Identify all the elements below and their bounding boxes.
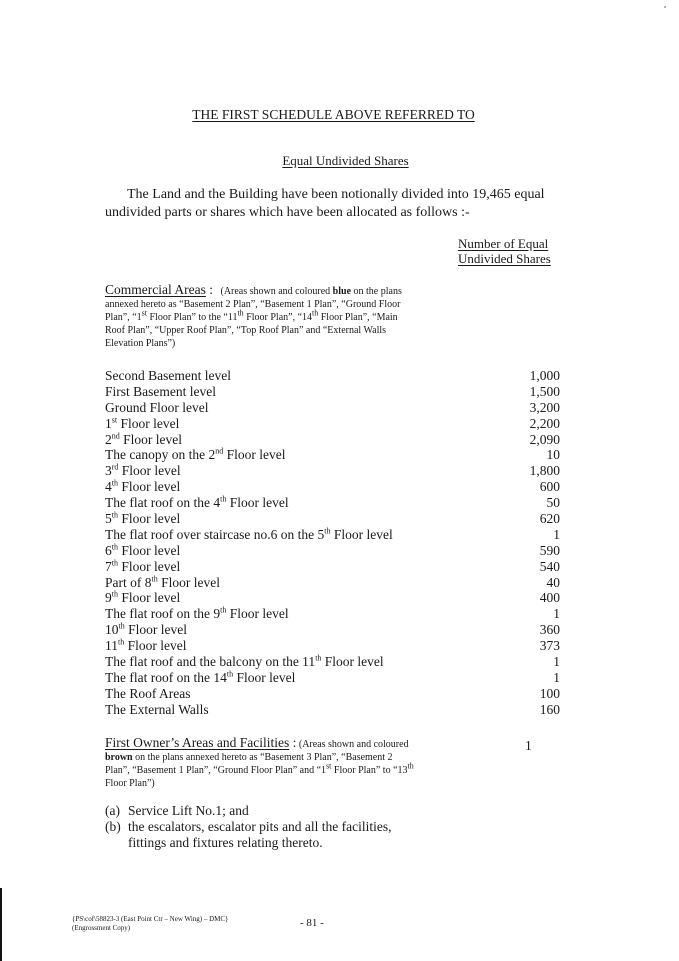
share-row-label: 3rd Floor level bbox=[105, 462, 181, 479]
share-row bbox=[105, 384, 560, 400]
share-row-value: 160 bbox=[539, 701, 560, 717]
list-item-marker: (b) bbox=[105, 819, 121, 834]
share-row-label: 11th Floor level bbox=[105, 637, 187, 654]
share-row bbox=[105, 606, 560, 622]
first-owner-items bbox=[105, 803, 425, 851]
share-row-label: 5th Floor level bbox=[105, 510, 181, 527]
share-row-label: The Roof Areas bbox=[105, 685, 191, 701]
share-row bbox=[105, 543, 560, 559]
share-row bbox=[105, 495, 560, 511]
share-row-value: 1 bbox=[553, 654, 560, 670]
share-row-value: 590 bbox=[539, 542, 560, 558]
scan-margin-mark bbox=[0, 888, 2, 961]
share-row bbox=[105, 702, 560, 718]
share-row-label: The flat roof on the 9th Floor level bbox=[105, 605, 289, 622]
share-row-value: 1 bbox=[553, 526, 560, 542]
footer-line1: {PS\cof\58823-3 (East Point Ctr – New Wing) – DMC} bbox=[72, 915, 229, 923]
first-owner-sep: : bbox=[289, 735, 297, 750]
share-row-label: Second Basement level bbox=[105, 368, 231, 383]
share-row-label: 10th Floor level bbox=[105, 621, 187, 638]
share-row-label: The flat roof on the 4th Floor level bbox=[105, 494, 289, 511]
list-item-text: the escalators, escalator pits and all the facilities, fittings and fixtures relating thereto. bbox=[128, 819, 392, 850]
share-row-value: 1,000 bbox=[529, 368, 560, 383]
share-row bbox=[105, 416, 560, 432]
commercial-areas-heading: Commercial Areas bbox=[105, 282, 206, 297]
share-row-label: Part of 8th Floor level bbox=[105, 574, 220, 590]
share-row-value: 1,800 bbox=[529, 463, 560, 479]
first-owner-section bbox=[105, 736, 415, 790]
page-number: - 81 - bbox=[300, 917, 324, 929]
share-row-value: 600 bbox=[539, 479, 560, 495]
share-row-value: 620 bbox=[539, 511, 560, 527]
schedule-heading: THE FIRST SCHEDULE ABOVE REFERRED TO bbox=[192, 107, 475, 122]
share-row-value: 373 bbox=[539, 638, 560, 654]
commercial-desc-before: (Areas shown and coloured bbox=[220, 286, 333, 297]
share-row bbox=[105, 432, 560, 448]
share-row-value: 40 bbox=[546, 574, 560, 590]
footer-reference bbox=[72, 915, 228, 933]
share-row bbox=[105, 368, 560, 384]
share-row bbox=[105, 559, 560, 575]
share-row bbox=[105, 670, 560, 686]
share-row bbox=[105, 654, 560, 670]
commercial-areas-section bbox=[105, 283, 415, 350]
share-row-value: 10 bbox=[546, 447, 560, 463]
share-row-value: 2,200 bbox=[529, 415, 560, 431]
share-row bbox=[105, 479, 560, 495]
share-row-label: 7th Floor level bbox=[105, 558, 181, 574]
share-row-value: 2,090 bbox=[529, 431, 560, 447]
list-item bbox=[105, 819, 425, 851]
list-item-text: Service Lift No.1; and bbox=[128, 803, 249, 818]
share-row-label: 2nd Floor level bbox=[105, 431, 182, 447]
schedule-subheading: Equal Undivided Shares bbox=[282, 153, 409, 168]
share-row-label: The canopy on the 2nd Floor level bbox=[105, 446, 286, 463]
share-row-label: The flat roof on the 14th Floor level bbox=[105, 669, 296, 685]
share-row-label: 4th Floor level bbox=[105, 478, 181, 495]
footer-line2: (Engrossment Copy) bbox=[72, 924, 131, 932]
list-item-marker: (a) bbox=[105, 803, 120, 818]
commercial-desc-after: on the plans annexed hereto as “Basement 2 Plan”, “Basement 1 Plan”, “Ground Floor Plan”, “1st Floor Plan” to the “11th Floor Plan”, “14th Floor Plan”, “Main Roof Plan”, “Upper Roof Plan”, “Top Roof Plan” and “External Walls Elevation Plans”) bbox=[105, 286, 402, 349]
share-row bbox=[105, 527, 560, 543]
intro-paragraph: The Land and the Building have been notionally divided into 19,465 equal undivided parts or shares which have been allocated as follows :- bbox=[105, 187, 545, 220]
share-row-value: 1 bbox=[553, 669, 560, 685]
share-row-label: First Basement level bbox=[105, 383, 216, 399]
share-row bbox=[105, 622, 560, 638]
share-row-value: 1 bbox=[553, 606, 560, 622]
share-row-value: 1,500 bbox=[529, 383, 560, 399]
share-row bbox=[105, 575, 560, 591]
first-owner-desc-before: (Areas shown and coloured bbox=[298, 739, 409, 750]
commercial-areas-sep: : bbox=[205, 282, 213, 297]
commercial-desc-color: blue bbox=[332, 286, 352, 297]
column-header-line2: Undivided Shares bbox=[458, 251, 551, 266]
share-row bbox=[105, 463, 560, 479]
share-row-label: 9th Floor level bbox=[105, 589, 181, 606]
column-header-line1: Number of Equal bbox=[458, 236, 549, 251]
first-owner-share-value: 1 bbox=[525, 738, 532, 753]
list-item bbox=[105, 803, 425, 819]
share-row-label: Ground Floor level bbox=[105, 399, 209, 415]
first-owner-desc-color: brown bbox=[105, 752, 133, 763]
share-row-value: 540 bbox=[539, 558, 560, 574]
share-row-label: The flat roof and the balcony on the 11th Floor level bbox=[105, 653, 384, 670]
share-row bbox=[105, 686, 560, 702]
share-row-label: The External Walls bbox=[105, 701, 209, 717]
share-row-value: 3,200 bbox=[529, 399, 560, 415]
share-row bbox=[105, 638, 560, 654]
share-row bbox=[105, 400, 560, 416]
share-row-label: The flat roof over staircase no.6 on the 5th Floor level bbox=[105, 526, 393, 542]
scan-speck bbox=[664, 6, 666, 8]
share-row-value: 100 bbox=[539, 685, 560, 701]
share-row-value: 360 bbox=[539, 622, 560, 638]
first-owner-desc-after: on the plans annexed hereto as “Basement 3 Plan”, “Basement 2 Plan”, “Basement 1 Plan”, “Ground Floor Plan” and “1st Floor Plan” to “13th Floor Plan”) bbox=[105, 752, 414, 789]
share-row bbox=[105, 511, 560, 527]
share-row-value: 50 bbox=[546, 495, 560, 511]
share-row bbox=[105, 447, 560, 463]
share-row bbox=[105, 590, 560, 606]
share-row-value: 400 bbox=[539, 590, 560, 606]
share-row-label: 6th Floor level bbox=[105, 542, 181, 558]
first-owner-heading: First Owner’s Areas and Facilities bbox=[105, 735, 290, 750]
commercial-shares-table bbox=[105, 368, 560, 718]
share-row-label: 1st Floor level bbox=[105, 415, 180, 431]
column-header bbox=[458, 236, 551, 266]
